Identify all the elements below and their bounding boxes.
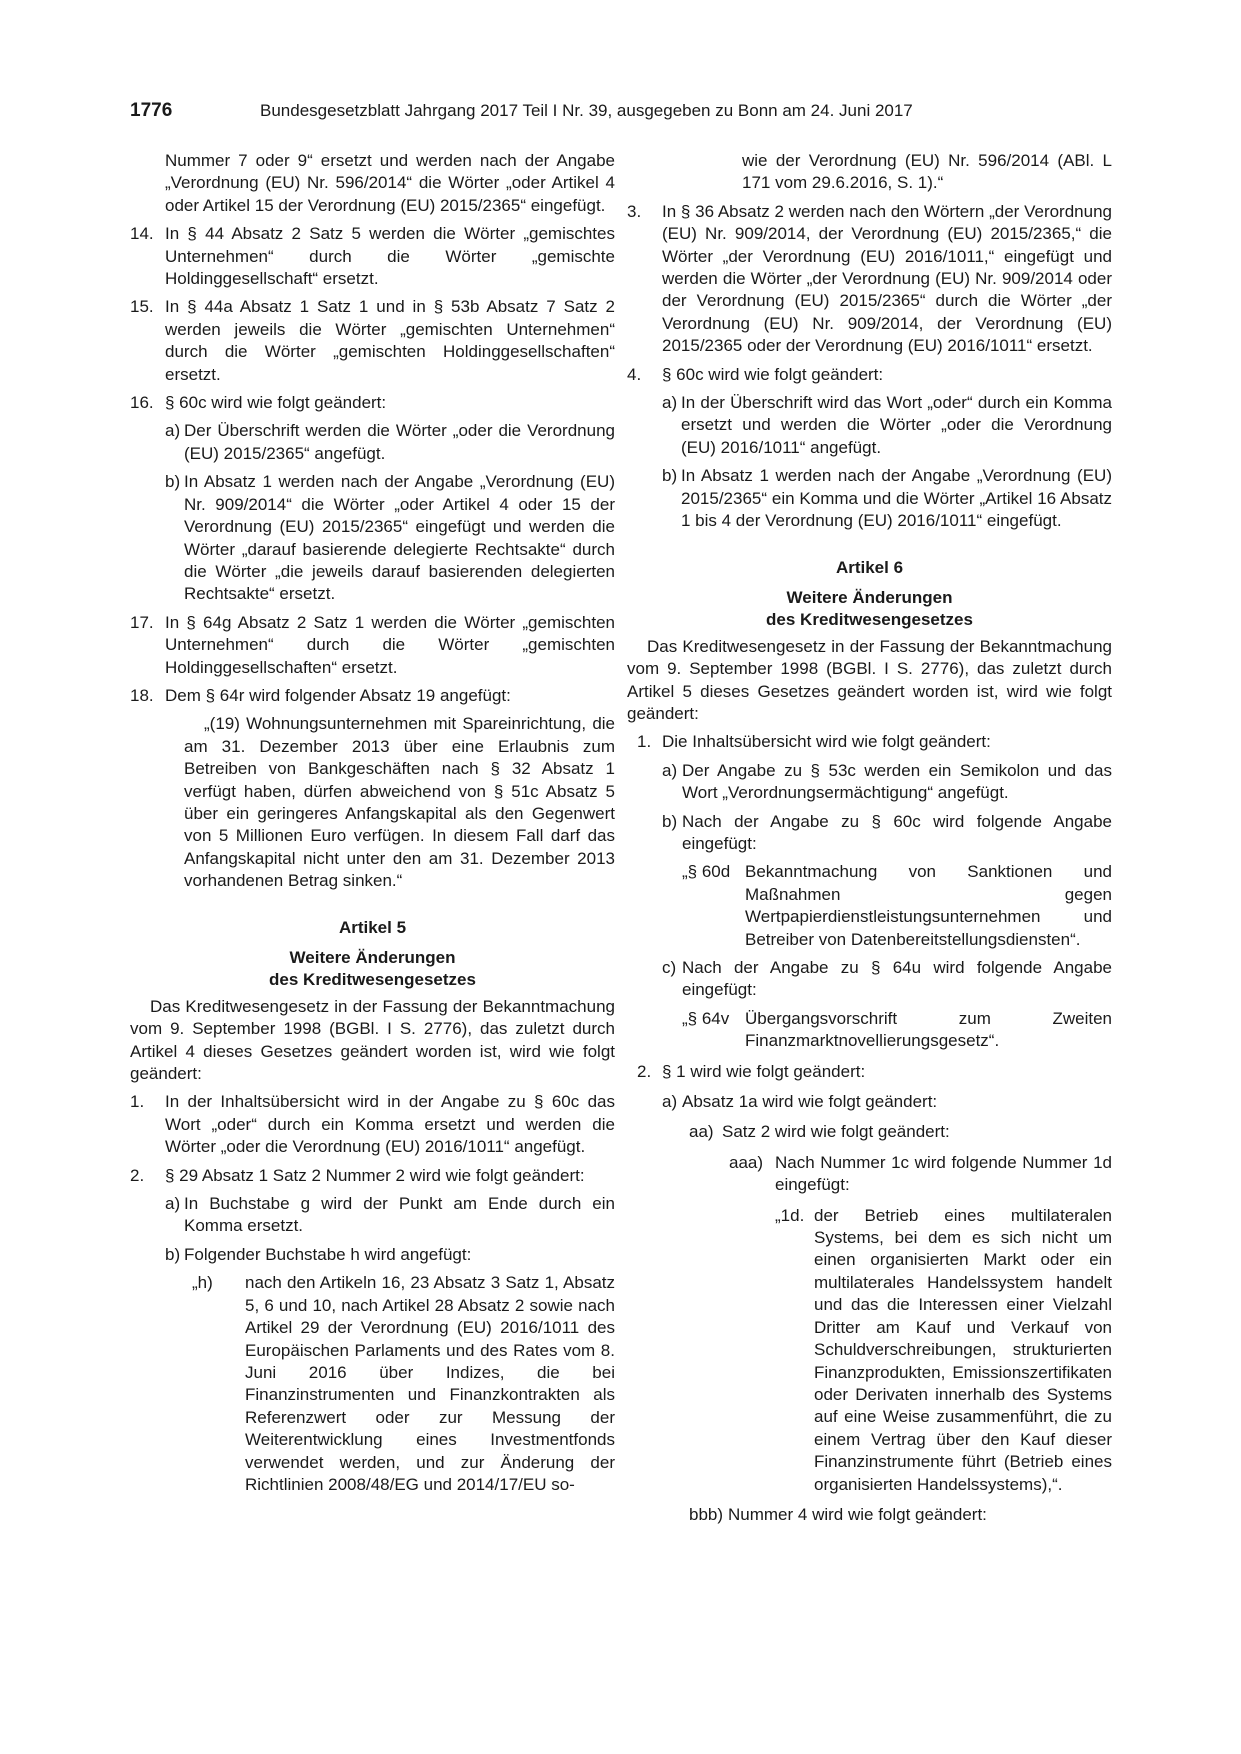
- sub-item: [627, 1091, 1112, 1113]
- sub-sub-item: [627, 1121, 1112, 1143]
- item-number: 1.: [637, 732, 652, 752]
- sub-item-text: Absatz 1a wird wie folgt geändert:: [682, 1092, 938, 1112]
- item-number: 2.: [130, 1165, 145, 1185]
- toc-entry-label: „§ 64v: [682, 1008, 730, 1028]
- item-text: In § 44 Absatz 2 Satz 5 werden die Wörter „gemischtes Unternehmen“ durch die Wörter „gemischte Holdinggesellschaft“ ersetzt.: [165, 224, 615, 289]
- toc-entry-64v: [627, 1008, 1112, 1053]
- sub-item-text: In der Überschrift wird das Wort „oder“ durch ein Komma ersetzt und werden die Wörter „oder die Verordnung (EU) 2016/1011“ angefügt.: [681, 393, 1112, 457]
- sub-item-text: Folgender Buchstabe h wird angefügt:: [184, 1244, 472, 1264]
- item-text: Dem § 64r wird folgender Absatz 19 angefügt:: [165, 685, 511, 705]
- item-number: 3.: [627, 201, 642, 221]
- sub-item-letter: a): [662, 393, 678, 413]
- sub-sub-sub-item-text: Nach Nummer 1c wird folgende Nummer 1d eingefügt:: [775, 1152, 1112, 1195]
- letter-h-label: „h): [192, 1273, 213, 1293]
- page-number: 1776: [130, 100, 173, 121]
- amendment-item: [130, 612, 615, 679]
- article-heading: Artikel 5: [338, 917, 407, 937]
- toc-entry-60d: [627, 861, 1112, 951]
- item-text: § 60c wird wie folgt geändert:: [662, 364, 884, 384]
- sub-item-text: In Buchstabe g wird der Punkt am Ende durch ein Komma ersetzt.: [184, 1194, 615, 1236]
- article-title-line: Weitere Änderungen: [289, 948, 456, 967]
- amendment-item: [130, 392, 615, 414]
- sub-item-letter: b): [662, 811, 678, 831]
- sub-sub-sub-item-label: aaa): [729, 1152, 764, 1172]
- sub-sub-sub-item: [627, 1152, 1112, 1197]
- sub-item-letter: b): [165, 1244, 181, 1264]
- sub-item: [627, 760, 1112, 805]
- article-title-line: des Kreditwesengesetzes: [269, 970, 476, 990]
- sub-item-text: In Absatz 1 werden nach der Angabe „Verordnung (EU) Nr. 909/2014“ die Wörter „oder Artikel 4 oder 15 der Verordnung (EU) 2015/2365“ eingefügt und werden die Wörter „darauf basierende delegierte Rechtsakte“ durch die Wörter „die jeweils darauf basierenden delegierten Rechtsakte“ ersetzt.: [184, 472, 615, 604]
- article-title-line: des Kreditwesengesetzes: [766, 610, 973, 630]
- item-text: In § 64g Absatz 2 Satz 1 werden die Wörter „gemischten Unternehmen“ durch die Wörter „gemischten Holdinggesellschaften“ ersetzt.: [165, 612, 615, 677]
- sub-item-letter: a): [165, 421, 181, 441]
- letter-h-text: nach den Artikeln 16, 23 Absatz 3 Satz 1, Absatz 5, 6 und 10, nach Artikel 28 Absatz 2 sowie nach Artikel 29 der Verordnung (EU) 2016/1011 des Europäischen Parlaments und des Rates vom 8. Juni 2016 über Indizes, die bei Finanzinstrumenten und Finanzkontrakten als Referenzwert oder zur Messung der Weiterentwicklung eines Investmentfonds verwendet werden, und zur Änderung der Richtlinien 2008/48/EG und 2014/17/EU so-: [245, 1273, 615, 1494]
- item-number: 15.: [130, 297, 154, 317]
- amendment-item: [130, 685, 615, 707]
- sub-item-letter: b): [662, 466, 678, 486]
- continuation-text: Nummer 7 oder 9“ ersetzt und werden nach der Angabe „Verordnung (EU) Nr. 596/2014“ die Wörter „oder Artikel 4 oder Artikel 15 der Verordnung (EU) 2015/2365“ eingefügt.: [165, 151, 615, 215]
- sub-item-letter: b): [165, 472, 181, 492]
- item-number: 18.: [130, 685, 154, 705]
- number-1d-label: „1d.: [775, 1205, 805, 1225]
- sub-item-text: Nach der Angabe zu § 64u wird folgende Angabe eingefügt:: [682, 958, 1112, 1000]
- page-header: [130, 98, 1112, 124]
- sub-item-letter: a): [662, 1092, 678, 1112]
- toc-entry-text: Bekanntmachung von Sanktionen und Maßnahmen gegen Wertpapierdienstleistungsunternehmen und Betreiber von Datenbereitstellungsdiensten“.: [745, 862, 1112, 949]
- continuation-text: wie der Verordnung (EU) Nr. 596/2014 (ABl. L 171 vom 29.6.2016, S. 1).“: [742, 151, 1112, 193]
- sub-sub-item: [627, 1504, 1112, 1526]
- item-number: 2.: [637, 1061, 652, 1081]
- item-text: Die Inhaltsübersicht wird wie folgt geändert:: [662, 732, 991, 752]
- running-head: Bundesgesetzblatt Jahrgang 2017 Teil I Nr. 39, ausgegeben zu Bonn am 24. Juni 2017: [260, 101, 913, 120]
- item-number: 1.: [130, 1092, 145, 1112]
- amendment-item: [627, 1061, 1112, 1083]
- item-text: § 60c wird wie folgt geändert:: [165, 393, 387, 413]
- amendment-item: [627, 201, 1112, 358]
- amendment-item: [130, 296, 615, 386]
- number-1d-text: der Betrieb eines multilateralen Systems, bei dem es sich nicht um einen organisierten Markt oder ein multilaterales Handelssystem handelt und das die Interessen einer Vielzahl Dritter am Kauf und Verkauf von Schuldverschreibungen, strukturierten Finanzprodukten, Emissionszertifikaten oder Derivaten innerhalb des Systems auf eine Weise zusammenführt, die zu einem Vertrag über den Kauf dieser Finanzinstrumente führt (Betrieb eines organisierten Handelssystems),“.: [814, 1205, 1112, 1494]
- item-text: § 29 Absatz 1 Satz 2 Nummer 2 wird wie folgt geändert:: [165, 1165, 585, 1185]
- toc-entry-text: Übergangsvorschrift zum Zweiten Finanzmarktnovellierungsgesetz“.: [745, 1008, 1112, 1051]
- sub-item-letter: a): [165, 1194, 181, 1214]
- inserted-letter-h: [130, 1272, 615, 1496]
- item-number: 16.: [130, 393, 154, 413]
- sub-item: [627, 811, 1112, 856]
- amendment-item: [627, 731, 1112, 753]
- amendment-item: [627, 364, 1112, 386]
- sub-item-text: Der Angabe zu § 53c werden ein Semikolon und das Wort „Verordnungsermächtigung“ angefügt.: [682, 760, 1112, 803]
- article-intro: Das Kreditwesengesetz in der Fassung der Bekanntmachung vom 9. September 1998 (BGBl. I S. 2776), das zuletzt durch Artikel 5 dieses Gesetzes geändert worden ist, wird wie folgt geändert:: [627, 636, 1112, 723]
- item-text: In § 36 Absatz 2 werden nach den Wörtern „der Verordnung (EU) Nr. 909/2014, der Verordnung (EU) 2015/2365,“ die Wörter „der Verordnung (EU) 2016/1011,“ eingefügt und werden die Wörter „der Verordnung (EU) Nr. 909/2014 oder der Verordnung (EU) 2015/2365“ durch die Wörter „der Verordnung (EU) Nr. 909/2014, der Verordnung (EU) 2015/2365 oder der Verordnung (EU) 2016/1011“ ersetzt.: [662, 201, 1112, 356]
- item-number: 17.: [130, 612, 154, 632]
- sub-item-text: Nach der Angabe zu § 60c wird folgende Angabe eingefügt:: [682, 811, 1112, 853]
- article-intro: Das Kreditwesengesetz in der Fassung der Bekanntmachung vom 9. September 1998 (BGBl. I S. 2776), das zuletzt durch Artikel 4 dieses Gesetzes geändert worden ist, wird wie folgt geändert:: [130, 996, 615, 1084]
- sub-item-text: Der Überschrift werden die Wörter „oder die Verordnung (EU) 2015/2365“ angefügt.: [184, 421, 615, 463]
- article-title-line: Weitere Änderungen: [786, 587, 953, 607]
- article-heading: Artikel 6: [835, 557, 904, 577]
- right-column: [627, 150, 1112, 1526]
- sub-item: [130, 471, 615, 605]
- sub-sub-item-label: aa): [689, 1122, 714, 1142]
- item-text: In § 44a Absatz 1 Satz 1 und in § 53b Absatz 7 Satz 2 werden jeweils die Wörter „gemischten Unternehmen“ durch die Wörter „gemischten Holdinggesellschaften“ ersetzt.: [165, 297, 615, 384]
- sub-item: [130, 1193, 615, 1238]
- sub-sub-item-label: bbb): [689, 1504, 724, 1524]
- sub-item-text: In Absatz 1 werden nach der Angabe „Verordnung (EU) 2015/2365“ ein Komma und die Wörter „Artikel 16 Absatz 1 bis 4 der Verordnung (EU) 2016/1011“ eingefügt.: [681, 466, 1112, 531]
- sub-sub-item-text: Satz 2 wird wie folgt geändert:: [722, 1122, 950, 1142]
- sub-item: [130, 420, 615, 465]
- sub-item: [627, 392, 1112, 459]
- amendment-item: [130, 223, 615, 290]
- inserted-number-1d: [627, 1205, 1112, 1496]
- sub-item-letter: c): [662, 958, 677, 977]
- sub-item: [130, 1244, 615, 1266]
- quoted-paragraph: [130, 713, 615, 892]
- item-number: 14.: [130, 224, 154, 244]
- sub-item: [627, 957, 1112, 1002]
- amendment-item: [130, 1165, 615, 1187]
- item-text: § 1 wird wie folgt geändert:: [662, 1061, 866, 1081]
- item-text: In der Inhaltsübersicht wird in der Angabe zu § 60c das Wort „oder“ durch ein Komma ersetzt und werden die Wörter „oder die Verordnung (EU) 2016/1011“ angefügt.: [165, 1092, 615, 1157]
- item-number: 4.: [627, 364, 642, 384]
- sub-sub-item-text: Nummer 4 wird wie folgt geändert:: [728, 1504, 987, 1524]
- sub-item: [627, 465, 1112, 532]
- amendment-item: [130, 1091, 615, 1158]
- left-column: [130, 150, 615, 1496]
- sub-item-letter: a): [662, 760, 678, 780]
- quoted-text: „(19) Wohnungsunternehmen mit Spareinrichtung, die am 31. Dezember 2013 über eine Erlaubnis zum Betreiben von Bankgeschäften nach § 32 Absatz 1 verfügt haben, dürfen abweichend von § 51c Absatz 5 über ein geringeres Anfangskapital als den Gegenwert von 5 Millionen Euro verfügen. In diesem Fall darf das Anfangskapital nicht unter den am 31. Dezember 2013 vorhandenen Betrag sinken.“: [184, 714, 615, 891]
- toc-entry-label: „§ 60d: [682, 862, 731, 882]
